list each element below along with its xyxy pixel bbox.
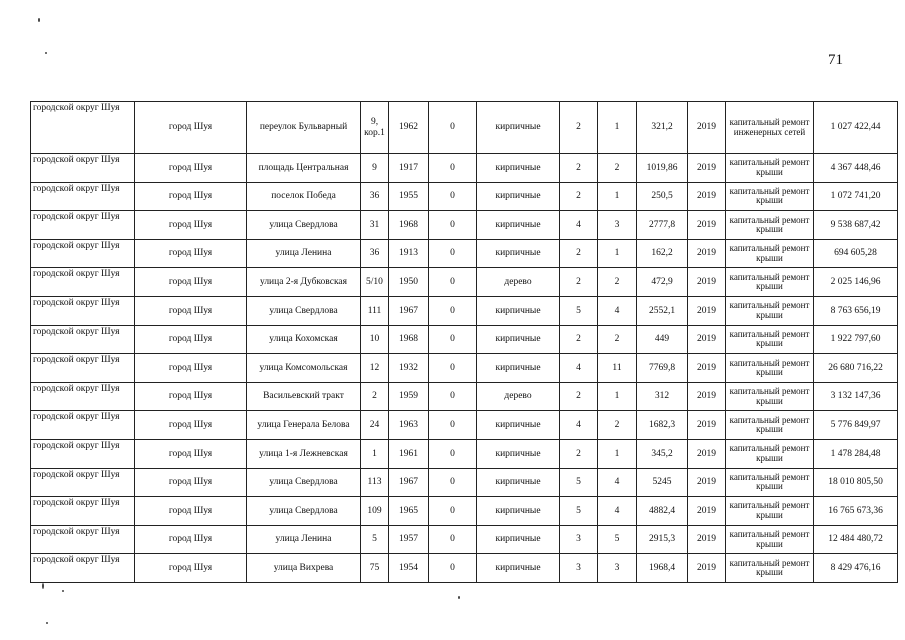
table-row — [31, 497, 898, 526]
cell-plan-year: 2019 — [688, 154, 726, 183]
cell-cost: 8 763 656,19 — [814, 296, 898, 325]
cell-area: 321,2 — [637, 102, 688, 154]
cell-cost: 12 484 480,72 — [814, 525, 898, 554]
cell-house: 113 — [361, 468, 389, 497]
cell-street: улица Ленина — [247, 239, 361, 268]
cell-built-year: 1913 — [389, 239, 429, 268]
cell-work-type: капитальный ремонт крыши — [726, 382, 814, 411]
table-row — [31, 102, 898, 154]
cell-district: городской округ Шуя — [31, 211, 135, 240]
cell-cost: 1 072 741,20 — [814, 182, 898, 211]
cell-house: 5 — [361, 525, 389, 554]
cell-cost: 3 132 147,36 — [814, 382, 898, 411]
scan-speck — [46, 622, 48, 624]
cell-wall-material: кирпичные — [477, 439, 560, 468]
cell-entrances: 5 — [598, 525, 637, 554]
cell-reconstruction-year: 0 — [429, 525, 477, 554]
cell-district: городской округ Шуя — [31, 554, 135, 583]
cell-floors: 2 — [560, 268, 598, 297]
cell-settlement: город Шуя — [135, 554, 247, 583]
cell-cost: 26 680 716,22 — [814, 354, 898, 383]
table-row — [31, 296, 898, 325]
cell-settlement: город Шуя — [135, 382, 247, 411]
cell-built-year: 1965 — [389, 497, 429, 526]
cell-area: 345,2 — [637, 439, 688, 468]
cell-settlement: город Шуя — [135, 525, 247, 554]
cell-entrances: 2 — [598, 268, 637, 297]
cell-cost: 4 367 448,46 — [814, 154, 898, 183]
cell-reconstruction-year: 0 — [429, 439, 477, 468]
cell-floors: 4 — [560, 411, 598, 440]
cell-entrances: 1 — [598, 239, 637, 268]
cell-street: улица Свердлова — [247, 497, 361, 526]
cell-work-type: капитальный ремонт крыши — [726, 268, 814, 297]
cell-wall-material: кирпичные — [477, 354, 560, 383]
cell-reconstruction-year: 0 — [429, 411, 477, 440]
cell-cost: 8 429 476,16 — [814, 554, 898, 583]
cell-plan-year: 2019 — [688, 382, 726, 411]
cell-entrances: 3 — [598, 554, 637, 583]
cell-plan-year: 2019 — [688, 182, 726, 211]
cell-reconstruction-year: 0 — [429, 154, 477, 183]
cell-plan-year: 2019 — [688, 296, 726, 325]
cell-reconstruction-year: 0 — [429, 354, 477, 383]
cell-plan-year: 2019 — [688, 325, 726, 354]
cell-house: 1 — [361, 439, 389, 468]
cell-cost: 1 478 284,48 — [814, 439, 898, 468]
cell-street: улица 2-я Дубковская — [247, 268, 361, 297]
cell-cost: 5 776 849,97 — [814, 411, 898, 440]
cell-wall-material: кирпичные — [477, 411, 560, 440]
cell-wall-material: дерево — [477, 382, 560, 411]
cell-house: 9 — [361, 154, 389, 183]
cell-wall-material: дерево — [477, 268, 560, 297]
cell-reconstruction-year: 0 — [429, 296, 477, 325]
cell-work-type: капитальный ремонт крыши — [726, 211, 814, 240]
cell-house: 31 — [361, 211, 389, 240]
cell-settlement: город Шуя — [135, 497, 247, 526]
cell-built-year: 1957 — [389, 525, 429, 554]
cell-entrances: 1 — [598, 439, 637, 468]
cell-wall-material: кирпичные — [477, 182, 560, 211]
cell-built-year: 1950 — [389, 268, 429, 297]
cell-reconstruction-year: 0 — [429, 497, 477, 526]
page-number: 71 — [828, 52, 843, 68]
cell-area: 2915,3 — [637, 525, 688, 554]
cell-house: 2 — [361, 382, 389, 411]
table-row — [31, 268, 898, 297]
cell-street: поселок Победа — [247, 182, 361, 211]
cell-street: Васильевский тракт — [247, 382, 361, 411]
cell-settlement: город Шуя — [135, 154, 247, 183]
cell-wall-material: кирпичные — [477, 102, 560, 154]
cell-cost: 694 605,28 — [814, 239, 898, 268]
cell-reconstruction-year: 0 — [429, 268, 477, 297]
table-row — [31, 182, 898, 211]
cell-district: городской округ Шуя — [31, 325, 135, 354]
cell-cost: 16 765 673,36 — [814, 497, 898, 526]
table-row — [31, 354, 898, 383]
cell-entrances: 4 — [598, 468, 637, 497]
cell-entrances: 1 — [598, 382, 637, 411]
cell-district: городской округ Шуя — [31, 182, 135, 211]
cell-cost: 9 538 687,42 — [814, 211, 898, 240]
cell-area: 2552,1 — [637, 296, 688, 325]
cell-street: улица Свердлова — [247, 468, 361, 497]
cell-area: 449 — [637, 325, 688, 354]
cell-house: 24 — [361, 411, 389, 440]
cell-plan-year: 2019 — [688, 239, 726, 268]
cell-settlement: город Шуя — [135, 354, 247, 383]
table-row — [31, 468, 898, 497]
cell-entrances: 1 — [598, 182, 637, 211]
cell-floors: 5 — [560, 296, 598, 325]
cell-work-type: капитальный ремонт крыши — [726, 468, 814, 497]
cell-reconstruction-year: 0 — [429, 382, 477, 411]
cell-floors: 5 — [560, 497, 598, 526]
cell-district: городской округ Шуя — [31, 382, 135, 411]
cell-street: улица Свердлова — [247, 296, 361, 325]
cell-district: городской округ Шуя — [31, 239, 135, 268]
cell-floors: 4 — [560, 354, 598, 383]
cell-plan-year: 2019 — [688, 268, 726, 297]
cell-floors: 2 — [560, 239, 598, 268]
cell-wall-material: кирпичные — [477, 468, 560, 497]
cell-entrances: 4 — [598, 296, 637, 325]
cell-built-year: 1963 — [389, 411, 429, 440]
cell-area: 250,5 — [637, 182, 688, 211]
cell-area: 5245 — [637, 468, 688, 497]
cell-work-type: капитальный ремонт крыши — [726, 439, 814, 468]
cell-plan-year: 2019 — [688, 354, 726, 383]
cell-wall-material: кирпичные — [477, 154, 560, 183]
scan-speck — [42, 583, 44, 589]
scan-speck — [45, 52, 47, 54]
cell-district: городской округ Шуя — [31, 268, 135, 297]
cell-settlement: город Шуя — [135, 439, 247, 468]
cell-cost: 18 010 805,50 — [814, 468, 898, 497]
cell-reconstruction-year: 0 — [429, 325, 477, 354]
cell-reconstruction-year: 0 — [429, 554, 477, 583]
cell-settlement: город Шуя — [135, 268, 247, 297]
cell-cost: 1 922 797,60 — [814, 325, 898, 354]
cell-plan-year: 2019 — [688, 102, 726, 154]
cell-floors: 2 — [560, 382, 598, 411]
cell-built-year: 1967 — [389, 296, 429, 325]
scan-speck — [458, 596, 460, 599]
scan-speck — [62, 590, 64, 592]
cell-district: городской округ Шуя — [31, 439, 135, 468]
table-row — [31, 411, 898, 440]
cell-built-year: 1955 — [389, 182, 429, 211]
cell-reconstruction-year: 0 — [429, 468, 477, 497]
housing-registry-table — [30, 101, 898, 583]
cell-cost: 2 025 146,96 — [814, 268, 898, 297]
registry-body — [31, 102, 898, 583]
cell-plan-year: 2019 — [688, 525, 726, 554]
cell-reconstruction-year: 0 — [429, 182, 477, 211]
cell-house: 75 — [361, 554, 389, 583]
cell-entrances: 11 — [598, 354, 637, 383]
cell-plan-year: 2019 — [688, 439, 726, 468]
cell-floors: 3 — [560, 525, 598, 554]
cell-built-year: 1968 — [389, 325, 429, 354]
cell-house: 111 — [361, 296, 389, 325]
cell-street: улица Свердлова — [247, 211, 361, 240]
cell-built-year: 1959 — [389, 382, 429, 411]
cell-wall-material: кирпичные — [477, 296, 560, 325]
cell-plan-year: 2019 — [688, 554, 726, 583]
cell-entrances: 2 — [598, 411, 637, 440]
cell-area: 7769,8 — [637, 354, 688, 383]
cell-street: площадь Центральная — [247, 154, 361, 183]
cell-entrances: 4 — [598, 497, 637, 526]
cell-floors: 2 — [560, 102, 598, 154]
cell-floors: 3 — [560, 554, 598, 583]
cell-reconstruction-year: 0 — [429, 239, 477, 268]
cell-district: городской округ Шуя — [31, 354, 135, 383]
cell-street: улица Комсомольская — [247, 354, 361, 383]
cell-built-year: 1917 — [389, 154, 429, 183]
cell-built-year: 1932 — [389, 354, 429, 383]
cell-work-type: капитальный ремонт крыши — [726, 525, 814, 554]
cell-settlement: город Шуя — [135, 239, 247, 268]
table-row — [31, 211, 898, 240]
cell-work-type: капитальный ремонт инженерных сетей — [726, 102, 814, 154]
cell-settlement: город Шуя — [135, 211, 247, 240]
cell-area: 162,2 — [637, 239, 688, 268]
cell-district: городской округ Шуя — [31, 154, 135, 183]
cell-street: улица 1-я Лежневская — [247, 439, 361, 468]
cell-street: улица Ленина — [247, 525, 361, 554]
cell-work-type: капитальный ремонт крыши — [726, 325, 814, 354]
table-row — [31, 525, 898, 554]
cell-wall-material: кирпичные — [477, 525, 560, 554]
cell-district: городской округ Шуя — [31, 468, 135, 497]
cell-built-year: 1961 — [389, 439, 429, 468]
cell-floors: 2 — [560, 325, 598, 354]
cell-built-year: 1968 — [389, 211, 429, 240]
cell-work-type: капитальный ремонт крыши — [726, 554, 814, 583]
cell-reconstruction-year: 0 — [429, 211, 477, 240]
cell-plan-year: 2019 — [688, 211, 726, 240]
cell-reconstruction-year: 0 — [429, 102, 477, 154]
cell-district: городской округ Шуя — [31, 102, 135, 154]
cell-work-type: капитальный ремонт крыши — [726, 497, 814, 526]
table-row — [31, 439, 898, 468]
scan-speck — [38, 18, 40, 22]
cell-house: 12 — [361, 354, 389, 383]
cell-district: городской округ Шуя — [31, 411, 135, 440]
cell-area: 1968,4 — [637, 554, 688, 583]
cell-area: 472,9 — [637, 268, 688, 297]
cell-area: 2777,8 — [637, 211, 688, 240]
cell-area: 1019,86 — [637, 154, 688, 183]
cell-plan-year: 2019 — [688, 411, 726, 440]
cell-street: улица Генерала Белова — [247, 411, 361, 440]
cell-district: городской округ Шуя — [31, 525, 135, 554]
cell-work-type: капитальный ремонт крыши — [726, 296, 814, 325]
cell-wall-material: кирпичные — [477, 239, 560, 268]
cell-settlement: город Шуя — [135, 325, 247, 354]
cell-area: 1682,3 — [637, 411, 688, 440]
cell-built-year: 1962 — [389, 102, 429, 154]
cell-cost: 1 027 422,44 — [814, 102, 898, 154]
cell-plan-year: 2019 — [688, 468, 726, 497]
cell-street: переулок Бульварный — [247, 102, 361, 154]
cell-work-type: капитальный ремонт крыши — [726, 154, 814, 183]
cell-plan-year: 2019 — [688, 497, 726, 526]
cell-street: улица Вихрева — [247, 554, 361, 583]
cell-area: 312 — [637, 382, 688, 411]
cell-house: 36 — [361, 182, 389, 211]
cell-house: 109 — [361, 497, 389, 526]
cell-settlement: город Шуя — [135, 102, 247, 154]
cell-settlement: город Шуя — [135, 468, 247, 497]
table-row — [31, 554, 898, 583]
cell-house: 10 — [361, 325, 389, 354]
cell-wall-material: кирпичные — [477, 325, 560, 354]
table-row — [31, 239, 898, 268]
cell-built-year: 1954 — [389, 554, 429, 583]
cell-entrances: 2 — [598, 325, 637, 354]
cell-wall-material: кирпичные — [477, 554, 560, 583]
cell-entrances: 3 — [598, 211, 637, 240]
table-row — [31, 382, 898, 411]
cell-house: 5/10 — [361, 268, 389, 297]
cell-entrances: 2 — [598, 154, 637, 183]
cell-floors: 2 — [560, 182, 598, 211]
cell-work-type: капитальный ремонт крыши — [726, 239, 814, 268]
cell-area: 4882,4 — [637, 497, 688, 526]
cell-floors: 4 — [560, 211, 598, 240]
table-row — [31, 154, 898, 183]
cell-district: городской округ Шуя — [31, 497, 135, 526]
cell-work-type: капитальный ремонт крыши — [726, 411, 814, 440]
cell-settlement: город Шуя — [135, 411, 247, 440]
cell-floors: 5 — [560, 468, 598, 497]
cell-entrances: 1 — [598, 102, 637, 154]
cell-district: городской округ Шуя — [31, 296, 135, 325]
cell-floors: 2 — [560, 439, 598, 468]
cell-work-type: капитальный ремонт крыши — [726, 354, 814, 383]
cell-house: 9, кор.1 — [361, 102, 389, 154]
cell-street: улица Кохомская — [247, 325, 361, 354]
cell-floors: 2 — [560, 154, 598, 183]
cell-house: 36 — [361, 239, 389, 268]
cell-work-type: капитальный ремонт крыши — [726, 182, 814, 211]
cell-settlement: город Шуя — [135, 296, 247, 325]
cell-built-year: 1967 — [389, 468, 429, 497]
cell-wall-material: кирпичные — [477, 497, 560, 526]
table-row — [31, 325, 898, 354]
cell-settlement: город Шуя — [135, 182, 247, 211]
cell-wall-material: кирпичные — [477, 211, 560, 240]
